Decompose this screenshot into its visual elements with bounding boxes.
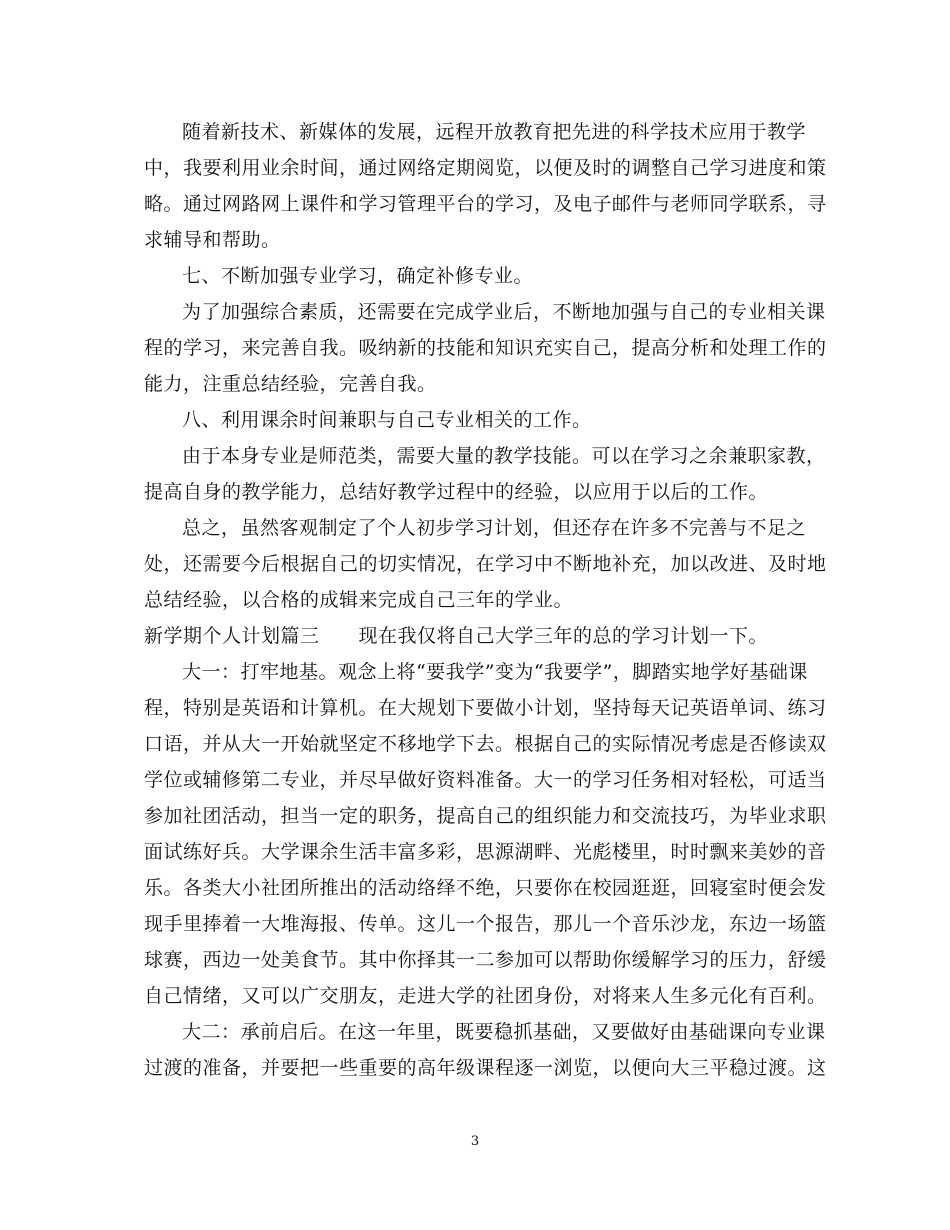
body-text <box>144 114 827 1086</box>
paragraph-line: 现手里捧着一大堆海报、传单。这儿一个报告，那儿一个音乐沙龙，东边一场篮 <box>144 913 827 935</box>
paragraph-line: 自己情绪，又可以广交朋友，走进大学的社团身份，对将来人生多元化有百利。 <box>144 985 827 1007</box>
paragraph-line: 求辅导和帮助。 <box>144 229 281 251</box>
section-heading: 八、利用课余时间兼职与自己专业相关的工作。 <box>182 409 592 431</box>
paragraph-line: 学位或辅修第二专业，并尽早做好资料准备。大一的学习任务相对轻松，可适当 <box>144 769 827 791</box>
page-number: 3 <box>470 1134 480 1149</box>
paragraph-line: 球赛，西边一处美食节。其中你择其一二参加可以帮助你缓解学习的压力，舒缓 <box>144 949 827 971</box>
section-title-line: 新学期个人计划篇三 现在我仅将自己大学三年的总的学习计划一下。 <box>144 625 769 647</box>
paragraph-line: 由于本身专业是师范类，需要大量的教学技能。可以在学习之余兼职家教， <box>182 445 826 467</box>
paragraph-line: 中，我要利用业余时间，通过网络定期阅览，以便及时的调整自己学习进度和策 <box>144 157 827 179</box>
section-heading: 七、不断加强专业学习，确定补修专业。 <box>182 265 534 287</box>
paragraph-line: 随着新技术、新媒体的发展，远程开放教育把先进的科学技术应用于教学 <box>182 121 807 143</box>
paragraph-line: 总结经验，以合格的成辑来完成自己三年的学业。 <box>144 589 574 611</box>
paragraph-line: 略。通过网路网上课件和学习管理平台的学习，及电子邮件与老师同学联系，寻 <box>144 193 827 215</box>
paragraph-line: 能力，注重总结经验，完善自我。 <box>144 373 437 395</box>
paragraph-line: 口语，并从大一开始就坚定不移地学下去。根据自己的实际情况考虑是否修读双 <box>144 733 827 755</box>
paragraph-line: 程的学习，来完善自我。吸纳新的技能和知识充实自己，提高分析和处理工作的 <box>144 337 827 359</box>
paragraph-line: 过渡的准备，并要把一些重要的高年级课程逐一浏览，以便向大三平稳过渡。这 <box>144 1057 827 1079</box>
paragraph-line: 提高自身的教学能力，总结好教学过程中的经验，以应用于以后的工作。 <box>144 481 769 503</box>
paragraph-line: 程，特别是英语和计算机。在大规划下要做小计划，坚持每天记英语单词、练习 <box>144 697 827 719</box>
paragraph-line: 处，还需要今后根据自己的切实情况，在学习中不断地补充，加以改进、及时地 <box>144 553 827 575</box>
paragraph-line: 面试练好兵。大学课余生活丰富多彩，思源湖畔、光彪楼里，时时飘来美妙的音 <box>144 841 827 863</box>
paragraph-line: 大二：承前启后。在这一年里，既要稳抓基础，又要做好由基础课向专业课 <box>182 1021 826 1043</box>
paragraph-line: 为了加强综合素质，还需要在完成学业后，不断地加强与自己的专业相关课 <box>182 301 826 323</box>
paragraph-line: 乐。各类大小社团所推出的活动络绎不绝，只要你在校园逛逛，回寝室时便会发 <box>144 877 827 899</box>
paragraph-line: 大一：打牢地基。观念上将“要我学”变为“我要学”，脚踏实地学好基础课 <box>182 661 808 683</box>
paragraph-line: 总之，虽然客观制定了个人初步学习计划，但还存在许多不完善与不足之 <box>182 517 807 539</box>
paragraph-line: 参加社团活动，担当一定的职务，提高自己的组织能力和交流技巧，为毕业求职 <box>144 805 827 827</box>
